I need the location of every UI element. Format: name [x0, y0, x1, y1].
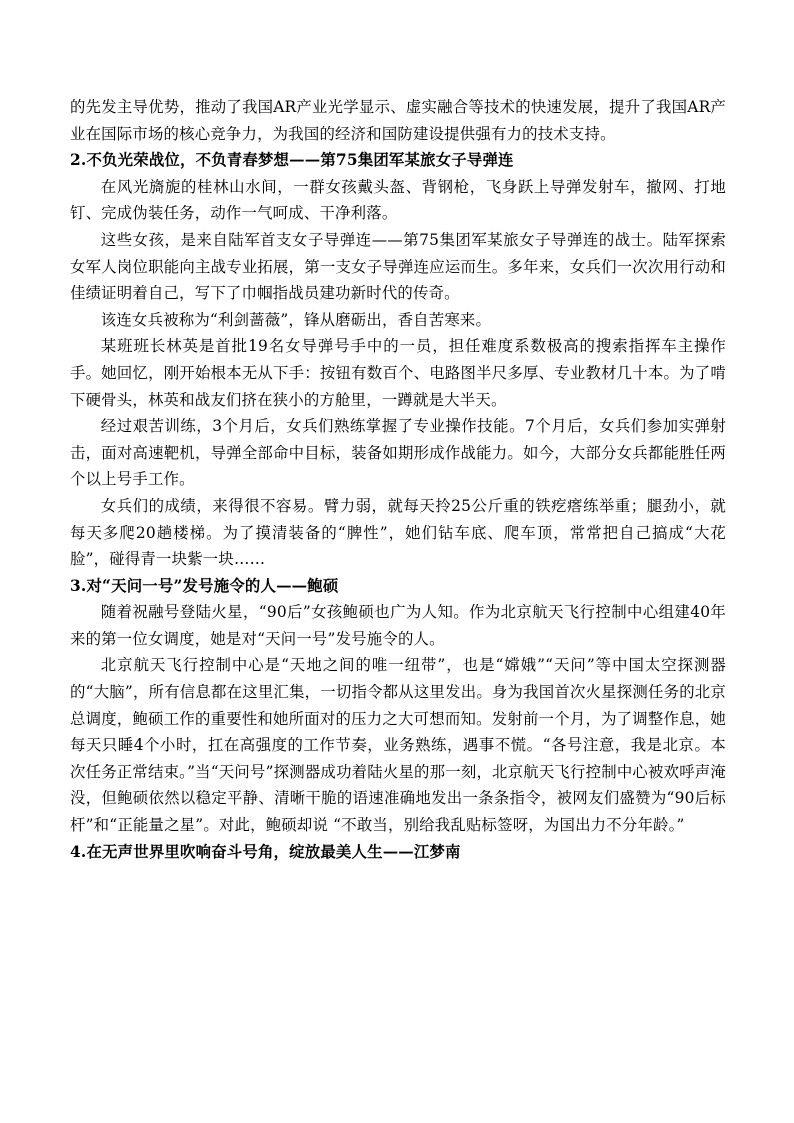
paragraph-zhurong: 随着祝融号登陆火星，“90后”女孩鲍硕也广为人知。作为北京航天飞行控制中心组建40年来的第一位女调度，她是对“天问一号”发号施令的人。 — [70, 603, 726, 648]
paragraph-control-center: 北京航天飞行控制中心是“天地之间的唯一纽带”，也是“嫦娥”“天问”等中国太空探测器的“大脑”，所有信息都在这里汇集，一切指令都从这里发出。身为我国首次火星探测任务的北京总调度，鲍硕工作的重要性和她所面对的压力之大可想而知。发射前一个月，为了调整作息，她每天只睡4个小时，扛在高强度的工作节奏，业务熟练，遇事不慌。“各号注意，我是北京。本次任务正常结束。”当“天问号”探测器成功着陆火星的那一刻，北京航天飞行控制中心被欢呼声淹没，但鲍硕依然以稳定平静、清晰干脆的语速准确地发出一条条指令，被网友们盛赞为“90后标杆”和“正能量之星”。对此，鲍硕却说 “不敢当，别给我乱贴标签呀，为国出力不分年龄。” — [70, 656, 726, 835]
paragraph-guilin: 在风光旖旎的桂林山水间，一群女孩戴头盔、背钢枪，飞身跃上导弹发射车，撤网、打地钉、完成伪装任务，动作一气呵成、干净利落。 — [70, 177, 726, 223]
heading-section-4: 4.在无声世界里吹响奋斗号角，绽放最美人生——江梦南 — [70, 842, 461, 861]
paragraph-first-company: 这些女孩，是来自陆军首支女子导弹连——第75集团军某旅女子导弹连的战士。陆军探索女军人岗位职能向主战专业拓展，第一支女子导弹连应运而生。多年来，女兵们一次次用行动和佳绩证明着自己，写下了巾帼指战员建功新时代的传奇。 — [70, 230, 726, 303]
paragraph-training: 经过艰苦训练，3个月后，女兵们熟练掌握了专业操作技能。7个月后，女兵们参加实弹射击，面对高速靶机，导弹全部命中目标，装备如期形成作战能力。如今，大部分女兵都能胜任两个以上号手工作。 — [70, 417, 726, 489]
heading-section-2: 2.不负光荣战位，不负青春梦想——第75集团军某旅女子导弹连 — [70, 151, 514, 170]
paragraph-achievements: 女兵们的成绩，来得很不容易。臂力弱，就每天拎25公斤重的铁疙瘩练举重；腿劲小，就每天多爬20趟楼梯。为了摸清装备的“脾性”，她们钻车底、爬车顶，常常把自己搞成“大花脸”，碰得青一块紫一块…… — [70, 496, 726, 569]
paragraph-ar-continuation: 的先发主导优势，推动了我国AR产业光学显示、虚实融合等技术的快速发展，提升了我国AR产业在国际市场的核心竞争力，为我国的经济和国防建设提供强有力的技术支持。 — [70, 98, 726, 143]
paragraph-nickname: 该连女兵被称为“利剑蔷薇”，锋从磨砺出，香自苦寒来。 — [100, 310, 492, 329]
heading-section-3: 3.对“天问一号”发号施令的人——鲍硕 — [70, 576, 339, 595]
paragraph-lin-ying: 某班班长林英是首批19名女导弹号手中的一员，担任难度系数极高的搜索指挥车主操作手。她回忆，刚开始根本无从下手：按钮有数百个、电路图半尺多厚、专业教材几十本。为了啃下硬骨头，林英和战友们挤在狭小的方舱里，一蹲就是大半天。 — [70, 337, 726, 409]
document-page — [70, 94, 726, 865]
